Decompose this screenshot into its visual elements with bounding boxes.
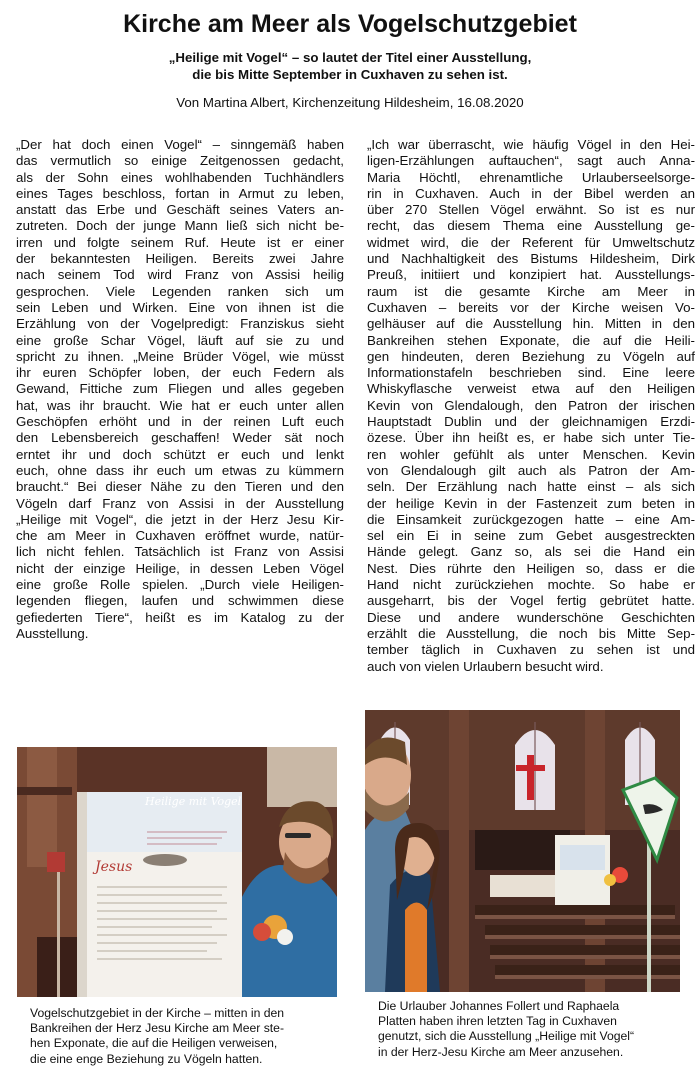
caption-line: hen Exponate, die auf die Heiligen verweisen, <box>30 1036 278 1051</box>
text-line: euch, ohne dass ihr euch um etwas zu kümmern <box>16 462 344 478</box>
article-subtitle <box>0 50 700 83</box>
text-line: gefiederten Tiere“, heißt es im Katalog zu der <box>16 609 344 625</box>
text-line: „Heilige mit Vogel“, die jetzt in der Herz Jesu Kir- <box>16 511 344 527</box>
text-line: braucht.“ Bei dieser Nähe zu den Tieren und den <box>16 479 344 495</box>
text-line: eine große Schar Vögel, läuft auf sie zu und <box>16 332 344 348</box>
text-line: erntet ihr und doch schützt er euch und lenkt <box>16 446 344 462</box>
text-line: „Der hat doch einen Vogel“ – sinngemäß haben <box>16 137 344 152</box>
text-line: irren und folgte seinem Ruf. Heute ist er einer <box>16 234 344 250</box>
text-line: widmet wird, die der Referent für Umweltschutz <box>367 234 695 250</box>
text-line: lich nicht fehlen. Tatsächlich ist Franz von Assisi <box>16 544 344 560</box>
text-line: tember täglich in Cuxhaven zu sehen ist und <box>367 642 695 658</box>
text-line: erzählt die Ausstellung, die noch bis Mitte Sep- <box>367 625 695 641</box>
caption-line: Vogelschutzgebiet in der Kirche – mitten in den <box>30 1006 285 1020</box>
text-line: gen hindeuten, deren Beziehung zu Vögeln auf <box>367 348 695 364</box>
text-line: recht, das diesem Thema eine Ausstellung ge- <box>367 218 695 234</box>
text-line: eines Tages beschloss, fortan in Armut zu leben, <box>16 185 344 201</box>
text-line: ihr euren Schöpfer loben, der euch Federn als <box>16 365 344 381</box>
text-line: Kevin von Glendalough, den Patron der irischen <box>367 397 695 413</box>
text-line: als der Sohn eines wohlhabenden Tuchhändlers <box>16 169 344 185</box>
poster-heading: Heilige mit Vogel <box>145 795 242 808</box>
text-line: ligen-Erzählungen auftauchen“, sagt auch Anna- <box>367 153 695 169</box>
text-line: Hand nicht zurückziehen mochte. So habe er <box>367 577 695 593</box>
text-line: eine große Rolle spielen. „Durch viele Heiligen- <box>16 577 344 593</box>
text-line: über 270 Stellen Vögel erwähnt. So ist es nur <box>367 202 695 218</box>
text-line: der heilige Kevin in der Fastenzeit zum beten in <box>367 495 695 511</box>
text-line: und Nachhaltigkeit des Bistums Hildesheim, Dirk <box>367 251 695 267</box>
text-line: Gewand, Fittiche zum Fliegen und alles gegeben <box>16 381 344 397</box>
text-line: rin in Cuxhaven. Auch in der Bibel werden an <box>367 185 695 201</box>
text-line: sel ein Ei in seine zum Gebet ausgestreckten <box>367 528 695 544</box>
subtitle-line: „Heilige mit Vogel“ – so lautet der Titel einer Ausstellung, <box>168 50 532 65</box>
caption-line: Platten haben ihren letzten Tag in Cuxhaven <box>378 1014 617 1029</box>
text-line: che am Meer in Cuxhaven eröffnet wurde, natür- <box>16 528 344 544</box>
text-line: Ausstellung. <box>16 625 89 641</box>
text-line: Informationstafeln beschrieben sind. Eine leere <box>367 365 695 381</box>
text-line: özese. Über ihn heißt es, er habe sich unter Tie- <box>367 430 695 446</box>
text-line: Preuß, initiiert und konzipiert hat. Ausstellungs- <box>367 267 695 283</box>
caption-line: genutzt, sich die Ausstellung „Heilige mit Vogel“ <box>378 1029 635 1044</box>
caption-line: Die Urlauber Johannes Follert und Raphaela <box>378 999 620 1013</box>
photo-exhibit-poster-art <box>17 747 337 997</box>
text-line: gesprochen. Viele Legenden ranken sich um <box>16 283 344 299</box>
text-line: Whiskyflasche verweist etwa auf den Heiligen <box>367 381 695 397</box>
text-line: Maria Höchtl, ehrenamtliche Urlauberseelsorge- <box>367 169 695 185</box>
photo-visitors-church <box>365 710 680 992</box>
text-line: Hauptstadt Dublin und der gleichnamigen Erzdi- <box>367 414 695 430</box>
text-line: „Ich war überrascht, wie häufig Vögel in den Hei- <box>367 137 695 152</box>
poster-name: Jesus <box>95 859 133 875</box>
text-line: den Lebensbereich geschaffen! Weder sät noch <box>16 430 344 446</box>
text-line: die Einsamkeit zurückgezogen hatte – eine Am- <box>367 511 695 527</box>
text-line: Nest. Dies rührte den Heiligen so, dass er die <box>367 560 695 576</box>
text-line: Geschöpfen erhöht und in der reinen Luft euch <box>16 414 344 430</box>
text-line: Diese und andere wunderschöne Geschichten <box>367 609 695 625</box>
text-line: ausgeharrt, bis der Vogel fertig gebrütet hatte. <box>367 593 695 609</box>
text-line: der bekanntesten Heiligen. Bereits zwei Jahre <box>16 251 344 267</box>
text-line: Erzählung von der Vogelpredigt: Franziskus sieht <box>16 316 344 332</box>
text-line: seln. Der Erzählung nach hatte einst – als sich <box>367 479 695 495</box>
text-line: von Glendalough gilt auch als Patron der Am- <box>367 462 695 478</box>
text-line: auch von vielen Urlaubern besucht wird. <box>367 658 604 674</box>
photo-visitors-church-art <box>365 710 680 992</box>
subtitle-line: die bis Mitte September in Cuxhaven zu sehen ist. <box>192 66 508 82</box>
text-line: Vögeln darf Franz von Assisi in der Ausstellung <box>16 495 344 511</box>
text-line: Bankreihen stehen Exponate, die auf die Heili- <box>367 332 695 348</box>
text-line: nicht der einzige Heilige, in dessen Leben Vögel <box>16 560 344 576</box>
text-line: zutreten. Doch der junge Mann ließ sich nicht be- <box>16 218 344 234</box>
text-line: das vermutlich so einige Zeitgenossen gedacht, <box>16 153 344 169</box>
text-line: Cuxhaven – bereits vor der Kirche weisen Vo- <box>367 299 695 315</box>
text-line: spricht zu ihnen. „Meine Brüder Vögel, wie müsst <box>16 348 344 364</box>
text-line: legenden fliegen, laufen und schwimmen diese <box>16 593 344 609</box>
text-line: anstatt das Erbe und Geschäft seines Vaters an- <box>16 202 344 218</box>
text-line: nach seinem Tod wird Franz von Assisi heilig <box>16 267 344 283</box>
photo-exhibit-poster <box>17 747 337 997</box>
caption-line: Bankreihen der Herz Jesu Kirche am Meer ste- <box>30 1021 285 1036</box>
caption-line: die eine enge Beziehung zu Vögeln hatten. <box>30 1051 263 1066</box>
text-column-left <box>16 137 344 642</box>
text-line: hat, was ihr braucht. Wie hat er euch unter allen <box>16 397 344 413</box>
caption-line: in der Herz-Jesu Kirche am Meer anzusehen. <box>378 1044 624 1059</box>
text-line: ren wohler gefühlt als unter Menschen. Kevin <box>367 446 695 462</box>
text-line: raum ist die gesamte Kirche am Meer in <box>367 283 695 299</box>
text-line: Hände gelegt. Ganz so, als sei die Hand ein <box>367 544 695 560</box>
text-line: sein Leben und Wirken. Eine von ihnen ist die <box>16 299 344 315</box>
caption-left <box>30 1006 330 1067</box>
article-title: Kirche am Meer als Vogelschutzgebiet <box>123 10 577 38</box>
text-line: gelhäuser auf die Ausstellung hin. Mitten in den <box>367 316 695 332</box>
caption-right <box>378 999 678 1060</box>
text-column-right <box>367 137 695 675</box>
article-byline: Von Martina Albert, Kirchenzeitung Hildesheim, 16.08.2020 <box>176 95 524 110</box>
